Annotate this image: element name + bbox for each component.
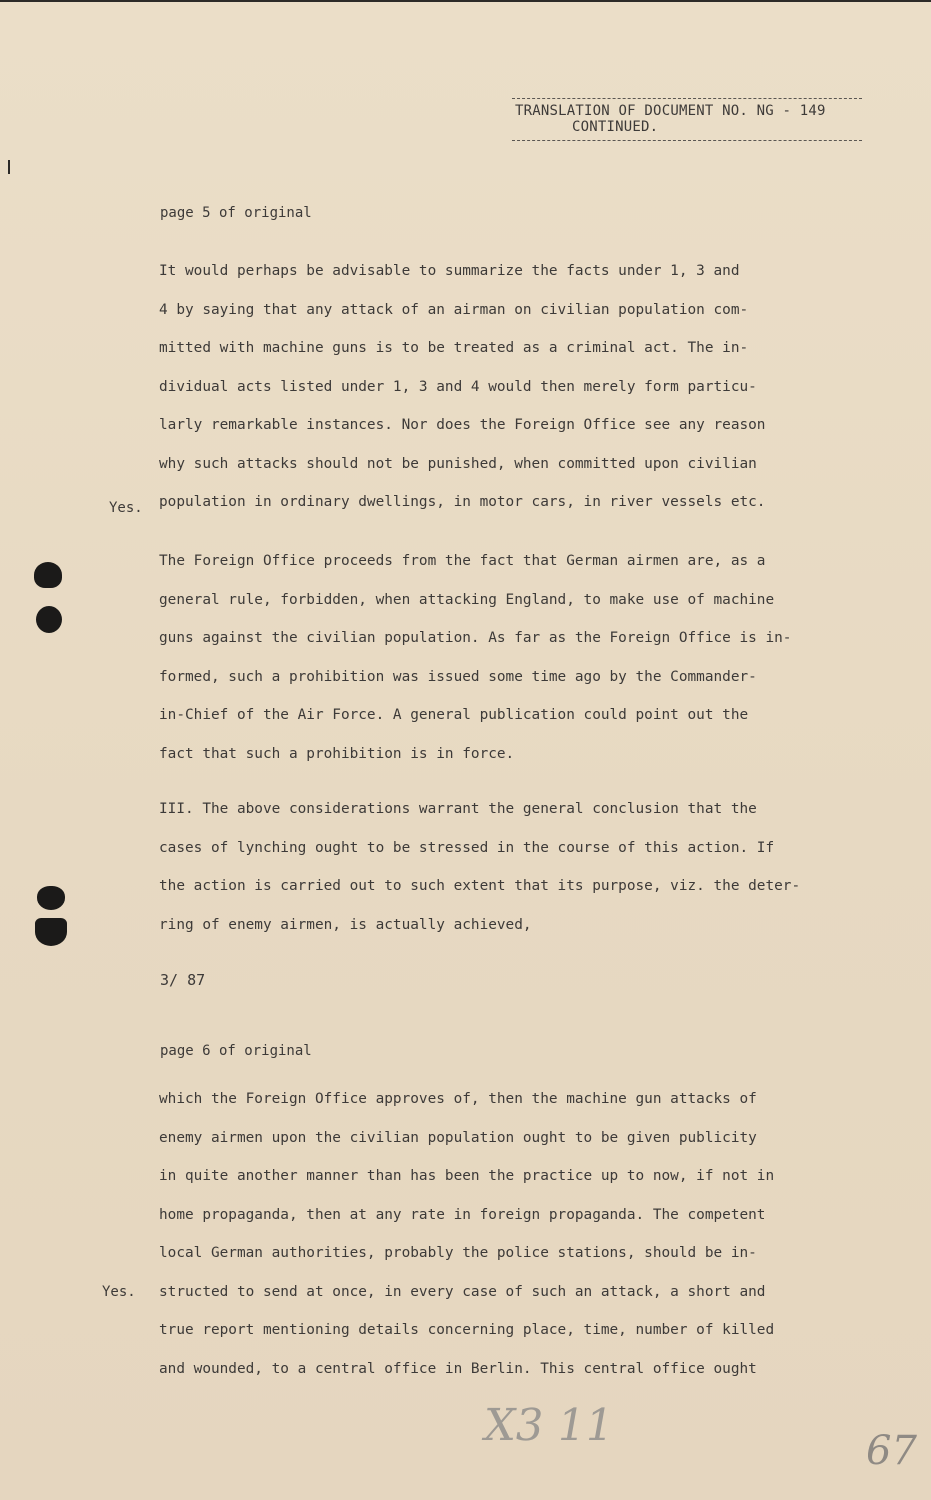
text-line: home propaganda, then at any rate in foreign propaganda. The competent <box>159 1206 766 1223</box>
text-line: formed, such a prohibition was issued some time ago by the Commander- <box>159 668 757 685</box>
text-line: in quite another manner than has been the practice up to now, if not in <box>159 1168 775 1184</box>
text-line: cases of lynching ought to be stressed in the course of this action. If <box>159 839 775 856</box>
text-line: structed to send at once, in every case of such an attack, a short and <box>159 1283 766 1300</box>
text-line: enemy airmen upon the civilian population ought to be given publicity <box>159 1129 757 1146</box>
document-header <box>512 98 862 141</box>
text-line: ring of enemy airmen, is actually achieved, <box>159 916 532 933</box>
page6-paragraph-1 <box>159 1080 864 1388</box>
text-line: which the Foreign Office approves of, then the machine gun attacks of <box>159 1091 757 1107</box>
text-line: III. The above considerations warrant the general conclusion that the <box>159 801 757 817</box>
text-line: larly remarkable instances. Nor does the Foreign Office see any reason <box>159 417 766 433</box>
text-line: the action is carried out to such extent that its purpose, viz. the deter- <box>159 878 801 894</box>
page5-paragraph-2 <box>159 542 864 773</box>
text-line: fact that such a prohibition is in force. <box>159 745 515 762</box>
margin-tick <box>8 160 10 174</box>
punch-hole <box>34 562 62 588</box>
text-line: and wounded, to a central office in Berlin. This central office ought <box>159 1360 757 1377</box>
header-continued: CONTINUED. <box>572 119 659 135</box>
text-line: true report mentioning details concerning place, time, number of killed <box>159 1322 775 1338</box>
header-title: TRANSLATION OF DOCUMENT NO. NG - 149 <box>515 103 826 119</box>
page5-paragraph-3 <box>159 790 864 944</box>
document-reference: 3/ 87 <box>160 971 206 989</box>
text-line: It would perhaps be advisable to summarize the facts under 1, 3 and <box>159 263 740 279</box>
archive-stamp: X3 11 <box>479 1400 618 1451</box>
text-line: local German authorities, probably the police stations, should be in- <box>159 1245 757 1261</box>
folio-number: 67 <box>866 1428 917 1474</box>
punch-hole <box>37 886 65 910</box>
page5-paragraph-1 <box>159 252 864 522</box>
punch-hole <box>36 606 62 633</box>
text-line: dividual acts listed under 1, 3 and 4 would then merely form particu- <box>159 378 757 395</box>
punch-hole <box>35 918 67 946</box>
text-line: The Foreign Office proceeds from the fact that German airmen are, as a <box>159 553 766 569</box>
text-line: why such attacks should not be punished, when committed upon civilian <box>159 455 757 472</box>
header-rule-bottom <box>512 140 862 141</box>
text-line: mitted with machine guns is to be treated as a criminal act. The in- <box>159 340 749 356</box>
text-line: in-Chief of the Air Force. A general publication could point out the <box>159 707 749 723</box>
page5-label: page 5 of original <box>160 205 312 221</box>
header-rule-top <box>512 98 862 99</box>
text-line: guns against the civilian population. As far as the Foreign Office is in- <box>159 630 792 646</box>
margin-note-yes: Yes. <box>109 500 143 516</box>
text-line: population in ordinary dwellings, in motor cars, in river vessels etc. <box>159 494 766 510</box>
text-line: general rule, forbidden, when attacking England, to make use of machine <box>159 591 775 608</box>
margin-note-yes: Yes. <box>102 1284 136 1300</box>
page6-label: page 6 of original <box>160 1043 312 1059</box>
text-line: 4 by saying that any attack of an airman on civilian population com- <box>159 301 749 318</box>
top-edge-line <box>0 0 931 2</box>
